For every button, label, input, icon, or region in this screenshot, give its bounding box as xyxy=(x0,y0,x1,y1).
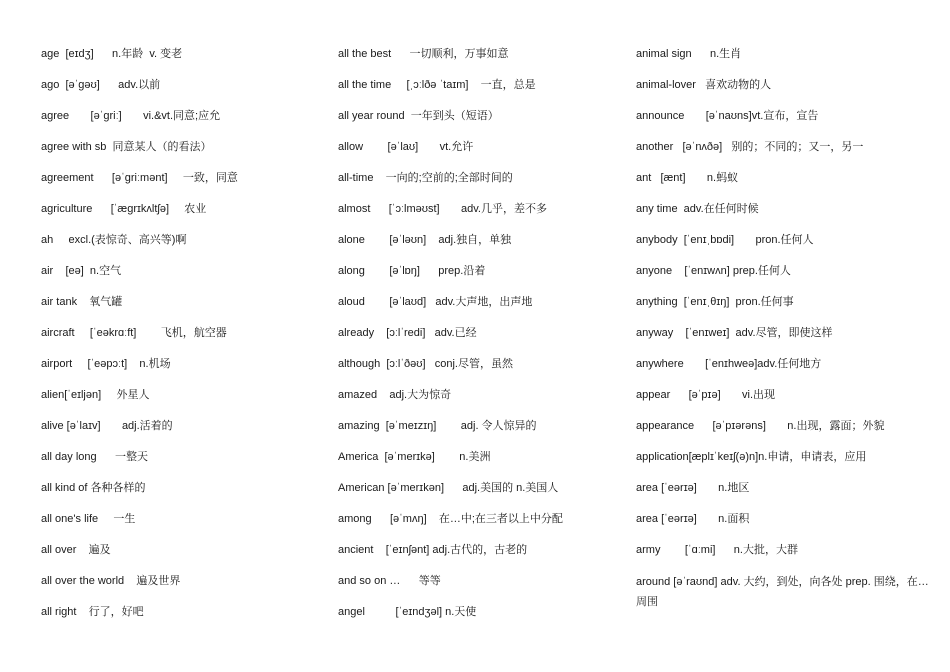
entry-army: army [ˈɑːmi] n.大批，大群 xyxy=(636,544,798,556)
entry-air-tank: air tank 氧气罐 xyxy=(41,296,123,308)
entry-american: American [əˈmerɪkən] adj.美国的 n.美国人 xyxy=(338,482,559,494)
entry-area-size: area [ˈeərɪə] n.面积 xyxy=(636,513,750,525)
entry-agriculture: agriculture [ˈægrɪkʌltʃə] 农业 xyxy=(41,203,207,215)
entry-age: age [eɪdʒ] n.年龄 v. 变老 xyxy=(41,48,183,60)
entry-ago: ago [əˈgəʊ] adv.以前 xyxy=(41,79,161,91)
entry-another: another [əˈnʌðə] 别的；不同的；又一，另一 xyxy=(636,141,864,153)
entry-ancient: ancient [ˈeɪnʃənt] adj.古代的，古老的 xyxy=(338,544,528,556)
entry-all-over-the-world: all over the world 遍及世界 xyxy=(41,575,181,587)
entry-announce: announce [əˈnaʊns]vt.宣布，宣告 xyxy=(636,110,819,122)
entry-amazing: amazing [əˈmeɪzɪŋ] adj. 令人惊异的 xyxy=(338,420,537,432)
entry-anyway: anyway [ˈenɪweɪ] adv.尽管，即使这样 xyxy=(636,327,833,339)
entry-aloud: aloud [əˈlaʊd] adv.大声地，出声地 xyxy=(338,296,533,308)
entry-animal-sign: animal sign n.生肖 xyxy=(636,48,742,60)
entry-almost: almost [ˈɔːlməʊst] adv.几乎，差不多 xyxy=(338,203,547,215)
entry-anyone: anyone [ˈenɪwʌn] prep.任何人 xyxy=(636,265,791,277)
entry-appear: appear [əˈpɪə] vi.出现 xyxy=(636,389,776,401)
entry-anything: anything [ˈenɪˌθɪŋ] pron.任何事 xyxy=(636,296,794,308)
entry-all-day-long: all day long 一整天 xyxy=(41,451,148,463)
entry-anybody: anybody [ˈenɪˌbɒdi] pron.任何人 xyxy=(636,234,814,246)
entry-agreement: agreement [əˈgriːmənt] 一致，同意 xyxy=(41,172,238,184)
entry-alien: alien[ˈeɪljən] 外星人 xyxy=(41,389,150,401)
entry-all-ones-life: all one's life 一生 xyxy=(41,513,136,525)
entry-any-time: any time adv.在任何时候 xyxy=(636,203,759,215)
entry-alive: alive [əˈlaɪv] adj.活着的 xyxy=(41,420,173,432)
entry-all-the-time: all the time [ˌɔːlðə ˈtaɪm] 一直，总是 xyxy=(338,79,536,91)
entry-among: among [əˈmʌŋ] 在…中;在三者以上中分配 xyxy=(338,513,563,525)
entry-alone: alone [əˈləʊn] adj.独自，单独 xyxy=(338,234,512,246)
entry-around: around [əˈraʊnd] adv. 大约，到处，向各处 prep. 围绕，在…周围 xyxy=(636,576,929,608)
vocabulary-column-1 xyxy=(41,45,321,634)
entry-allow: allow [əˈlaʊ] vt.允许 xyxy=(338,141,474,153)
entry-anywhere: anywhere [ˈenɪhweə]adv.任何地方 xyxy=(636,358,822,370)
vocabulary-column-3 xyxy=(636,45,936,612)
entry-all-the-best: all the best 一切顺利，万事如意 xyxy=(338,48,509,60)
entry-all-time: all-time 一向的;空前的;全部时间的 xyxy=(338,172,513,184)
entry-all-over: all over 遍及 xyxy=(41,544,111,556)
entry-ah: ah excl.(表惊奇、高兴等)啊 xyxy=(41,234,187,246)
entry-airport: airport [ˈeəpɔːt] n.机场 xyxy=(41,358,171,370)
entry-along: along [əˈlɒŋ] prep.沿着 xyxy=(338,265,486,277)
entry-all-kind-of: all kind of 各种各样的 xyxy=(41,482,146,494)
entry-ant: ant [ænt] n.蚂蚁 xyxy=(636,172,739,184)
entry-all-year-round: all year round 一年到头（短语） xyxy=(338,110,499,122)
entry-air: air [eə] n.空气 xyxy=(41,265,122,277)
entry-appearance: appearance [əˈpɪərəns] n.出现，露面；外貌 xyxy=(636,420,885,432)
entry-agree-with-sb: agree with sb 同意某人（的看法） xyxy=(41,141,212,153)
entry-all-right: all right 行了，好吧 xyxy=(41,606,144,618)
entry-agree: agree [əˈgriː] vi.&vt.同意;应允 xyxy=(41,110,221,122)
entry-area-region: area [ˈeərɪə] n.地区 xyxy=(636,482,750,494)
entry-although: although [ɔːlˈðəʊ] conj.尽管，虽然 xyxy=(338,358,513,370)
entry-amazed: amazed adj.大为惊奇 xyxy=(338,389,452,401)
entry-aircraft: aircraft [ˈeəkrɑːft] 飞机，航空器 xyxy=(41,327,227,339)
entry-angel: angel [ˈeɪndʒəl] n.天使 xyxy=(338,606,477,618)
entry-and-so-on: and so on … 等等 xyxy=(338,575,441,587)
entry-animal-lover: animal-lover 喜欢动物的人 xyxy=(636,79,772,91)
entry-america: America [əˈmerɪkə] n.美洲 xyxy=(338,451,491,463)
vocabulary-column-2 xyxy=(338,45,628,634)
entry-already: already [ɔːlˈredi] adv.已经 xyxy=(338,327,477,339)
entry-application: application[æplɪˈkeɪʃ(ə)n]n.申请，申请表，应用 xyxy=(636,451,867,463)
